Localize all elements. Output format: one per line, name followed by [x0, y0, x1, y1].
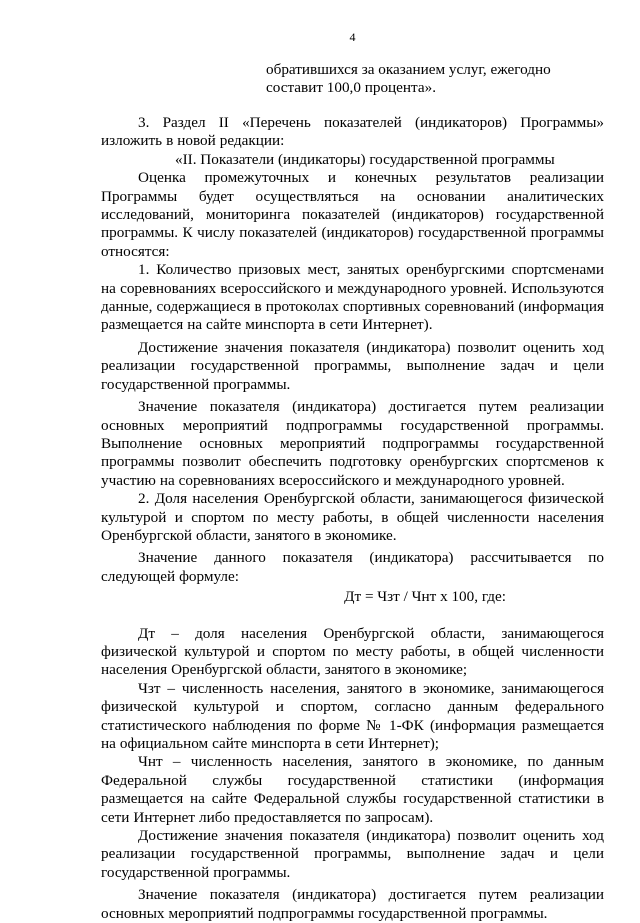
document-page	[101, 30, 604, 923]
indicator-2-formula-intro: Значение данного показателя (индикатора) рассчитывается по следующей формуле:	[101, 549, 604, 585]
formula: Дт = Чзт / Чнт х 100, где:	[344, 588, 506, 606]
indicator-2-achievement: Достижение значения показателя (индикатора) позволит оценить ход реализации государственной программы, выполнение задач и цели государственной программы.	[101, 827, 604, 881]
definition-dt: Дт – доля населения Оренбургской области, занимающегося физической культурой и спортом по месту работы, в общей численности населения Оренбургской области, занятого в экономике;	[101, 624, 604, 679]
continuation-line-2: составит 100,0 процента».	[266, 79, 436, 96]
page-number: 4	[349, 30, 356, 44]
indicator-1-achievement: Достижение значения показателя (индикатора) позволит оценить ход реализации государственной программы, выполнение задач и цели государственной программы.	[101, 338, 604, 393]
section-title: «II. Показатели (индикаторы) государственной программы	[175, 150, 555, 168]
definition-chzt: Чзт – численность населения, занятого в экономике, занимающегося физической культурой и спортом, согласно данным федерального статистического наблюдения по форме № 1-ФК (информация размещается на официальном сайте минспорта в сети Интернет);	[101, 679, 604, 752]
intro-paragraph: Оценка промежуточных и конечных результатов реализации Программы будет осуществляться на основании аналитических исследований, мониторинга показателей (индикаторов) государственной программы. К числу показателей (индикаторов) государственной программы относятся:	[101, 169, 604, 260]
indicator-2-value: Значение показателя (индикатора) достигается путем реализации основных мероприятий подпрограммы государственной программы.	[101, 886, 604, 922]
indicator-2-text: 2. Доля населения Оренбургской области, занимающегося физической культурой и спортом по месту работы, в общей численности населения Оренбургской области, занятого в экономике.	[101, 490, 604, 544]
section-intro: 3. Раздел II «Перечень показателей (индикаторов) Программы» изложить в новой редакции:	[101, 114, 604, 150]
indicator-1-text: 1. Количество призовых мест, занятых оренбургскими спортсменами на соревнованиях всероссийского и международного уровней. Используются данные, содержащиеся в протоколах спортивных соревнований (информация размещается на сайте минспорта в сети Интернет).	[101, 261, 604, 334]
continuation-line-1: обратившихся за оказанием услуг, ежегодно	[266, 61, 551, 78]
definition-chnt: Чнт – численность населения, занятого в экономике, по данным Федеральной службы государственной статистики (информация размещается на сайте Федеральной службы государственной статистики в сети Интернет либо предоставляется по запросам).	[101, 753, 604, 826]
indicator-1-value: Значение показателя (индикатора) достигается путем реализации основных мероприятий подпрограммы государственной программы. Выполнение основных мероприятий подпрограммы государственной программы позволит обеспечить подготовку оренбургских спортсменов к участию на соревнованиях всероссийского и международного уровней.	[101, 398, 604, 489]
